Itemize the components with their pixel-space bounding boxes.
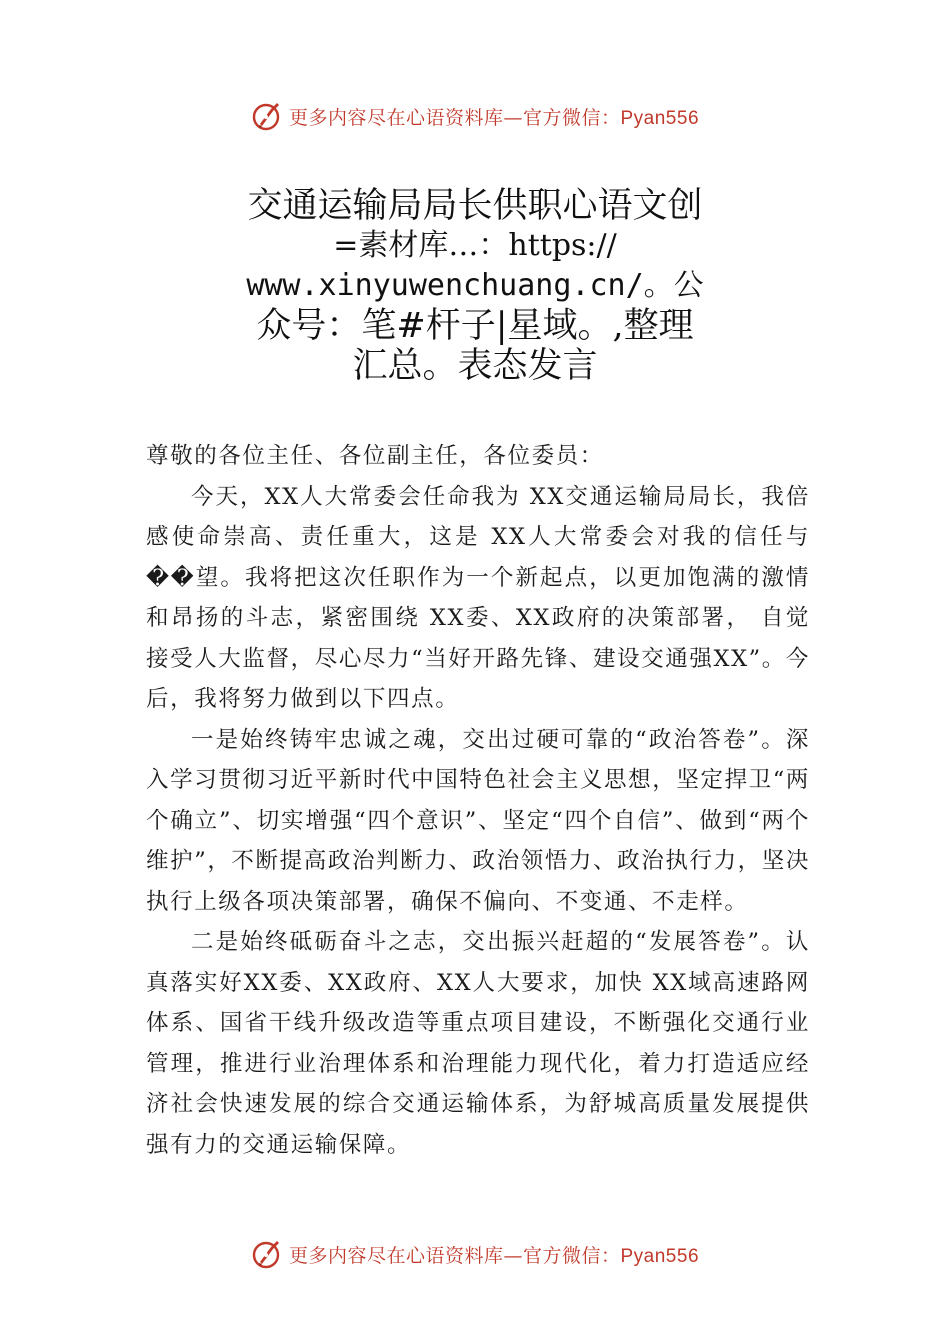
watermark-text: 更多内容尽在心语资料库—官方微信：Pyan556 (288, 106, 700, 129)
header-watermark (0, 96, 950, 136)
pen-nib-logo-icon (251, 1237, 285, 1271)
watermark-wechat-id: Pyan556 (620, 107, 700, 129)
title-line: 交通运输局局长供职心语文创 (247, 186, 703, 226)
watermark-text: 更多内容尽在心语资料库—官方微信：Pyan556 (288, 1244, 700, 1267)
watermark-wechat-id: Pyan556 (620, 1245, 700, 1267)
title-line: =素材库…：https:// (333, 228, 617, 263)
paragraph: 二是始终砥砺奋斗之志，交出振兴赶超的“发展答卷”。认真落实好XX委、XX政府、XX人大要求，加快 XX域高速路网体系、国省干线升级改造等重点项目建设，不断强化交通行业管理，推进行业治理体系和治理能力现代化，着力打造适应经济社会快速发展的综合交通运输体系，为舒城高质量发展提供强有力的交通运输保障。 (146, 929, 810, 1158)
title-line: 汇总。表态发言 (352, 346, 598, 386)
document-title (150, 186, 800, 386)
title-line: www.xinyuwenchuang.cn/。公 (246, 268, 704, 303)
document-body (146, 436, 810, 1165)
title-line: 众号：笔#杆子|星域。,整理 (256, 306, 694, 346)
footer-watermark (0, 1234, 950, 1274)
paragraph: 今天，XX人大常委会任命我为 XX交通运输局局长，我倍感使命崇高、责任重大，这是 XX人大常委会对我的信任与��望。我将把这次任职作为一个新起点，以更加饱满的激情和昂扬的斗志，紧密围绕 XX委、XX政府的决策部署， 自觉接受人大监督，尽心尽力“当好开路先锋、建设交通强XX”。今后，我将努力做到以下四点。 (146, 483, 810, 712)
pen-nib-logo-icon (251, 99, 285, 133)
paragraph: 一是始终铸牢忠诚之魂，交出过硬可靠的“政治答卷”。深入学习贯彻习近平新时代中国特色社会主义思想，坚定捍卫“两个确立”、切实增强“四个意识”、坚定“四个自信”、做到“两个维护”，不断提高政治判断力、政治领悟力、政治执行力，坚决执行上级各项决策部署，确保不偏向、不变通、不走样。 (146, 726, 810, 915)
salutation: 尊敬的各位主任、各位副主任，各位委员： (146, 443, 604, 469)
